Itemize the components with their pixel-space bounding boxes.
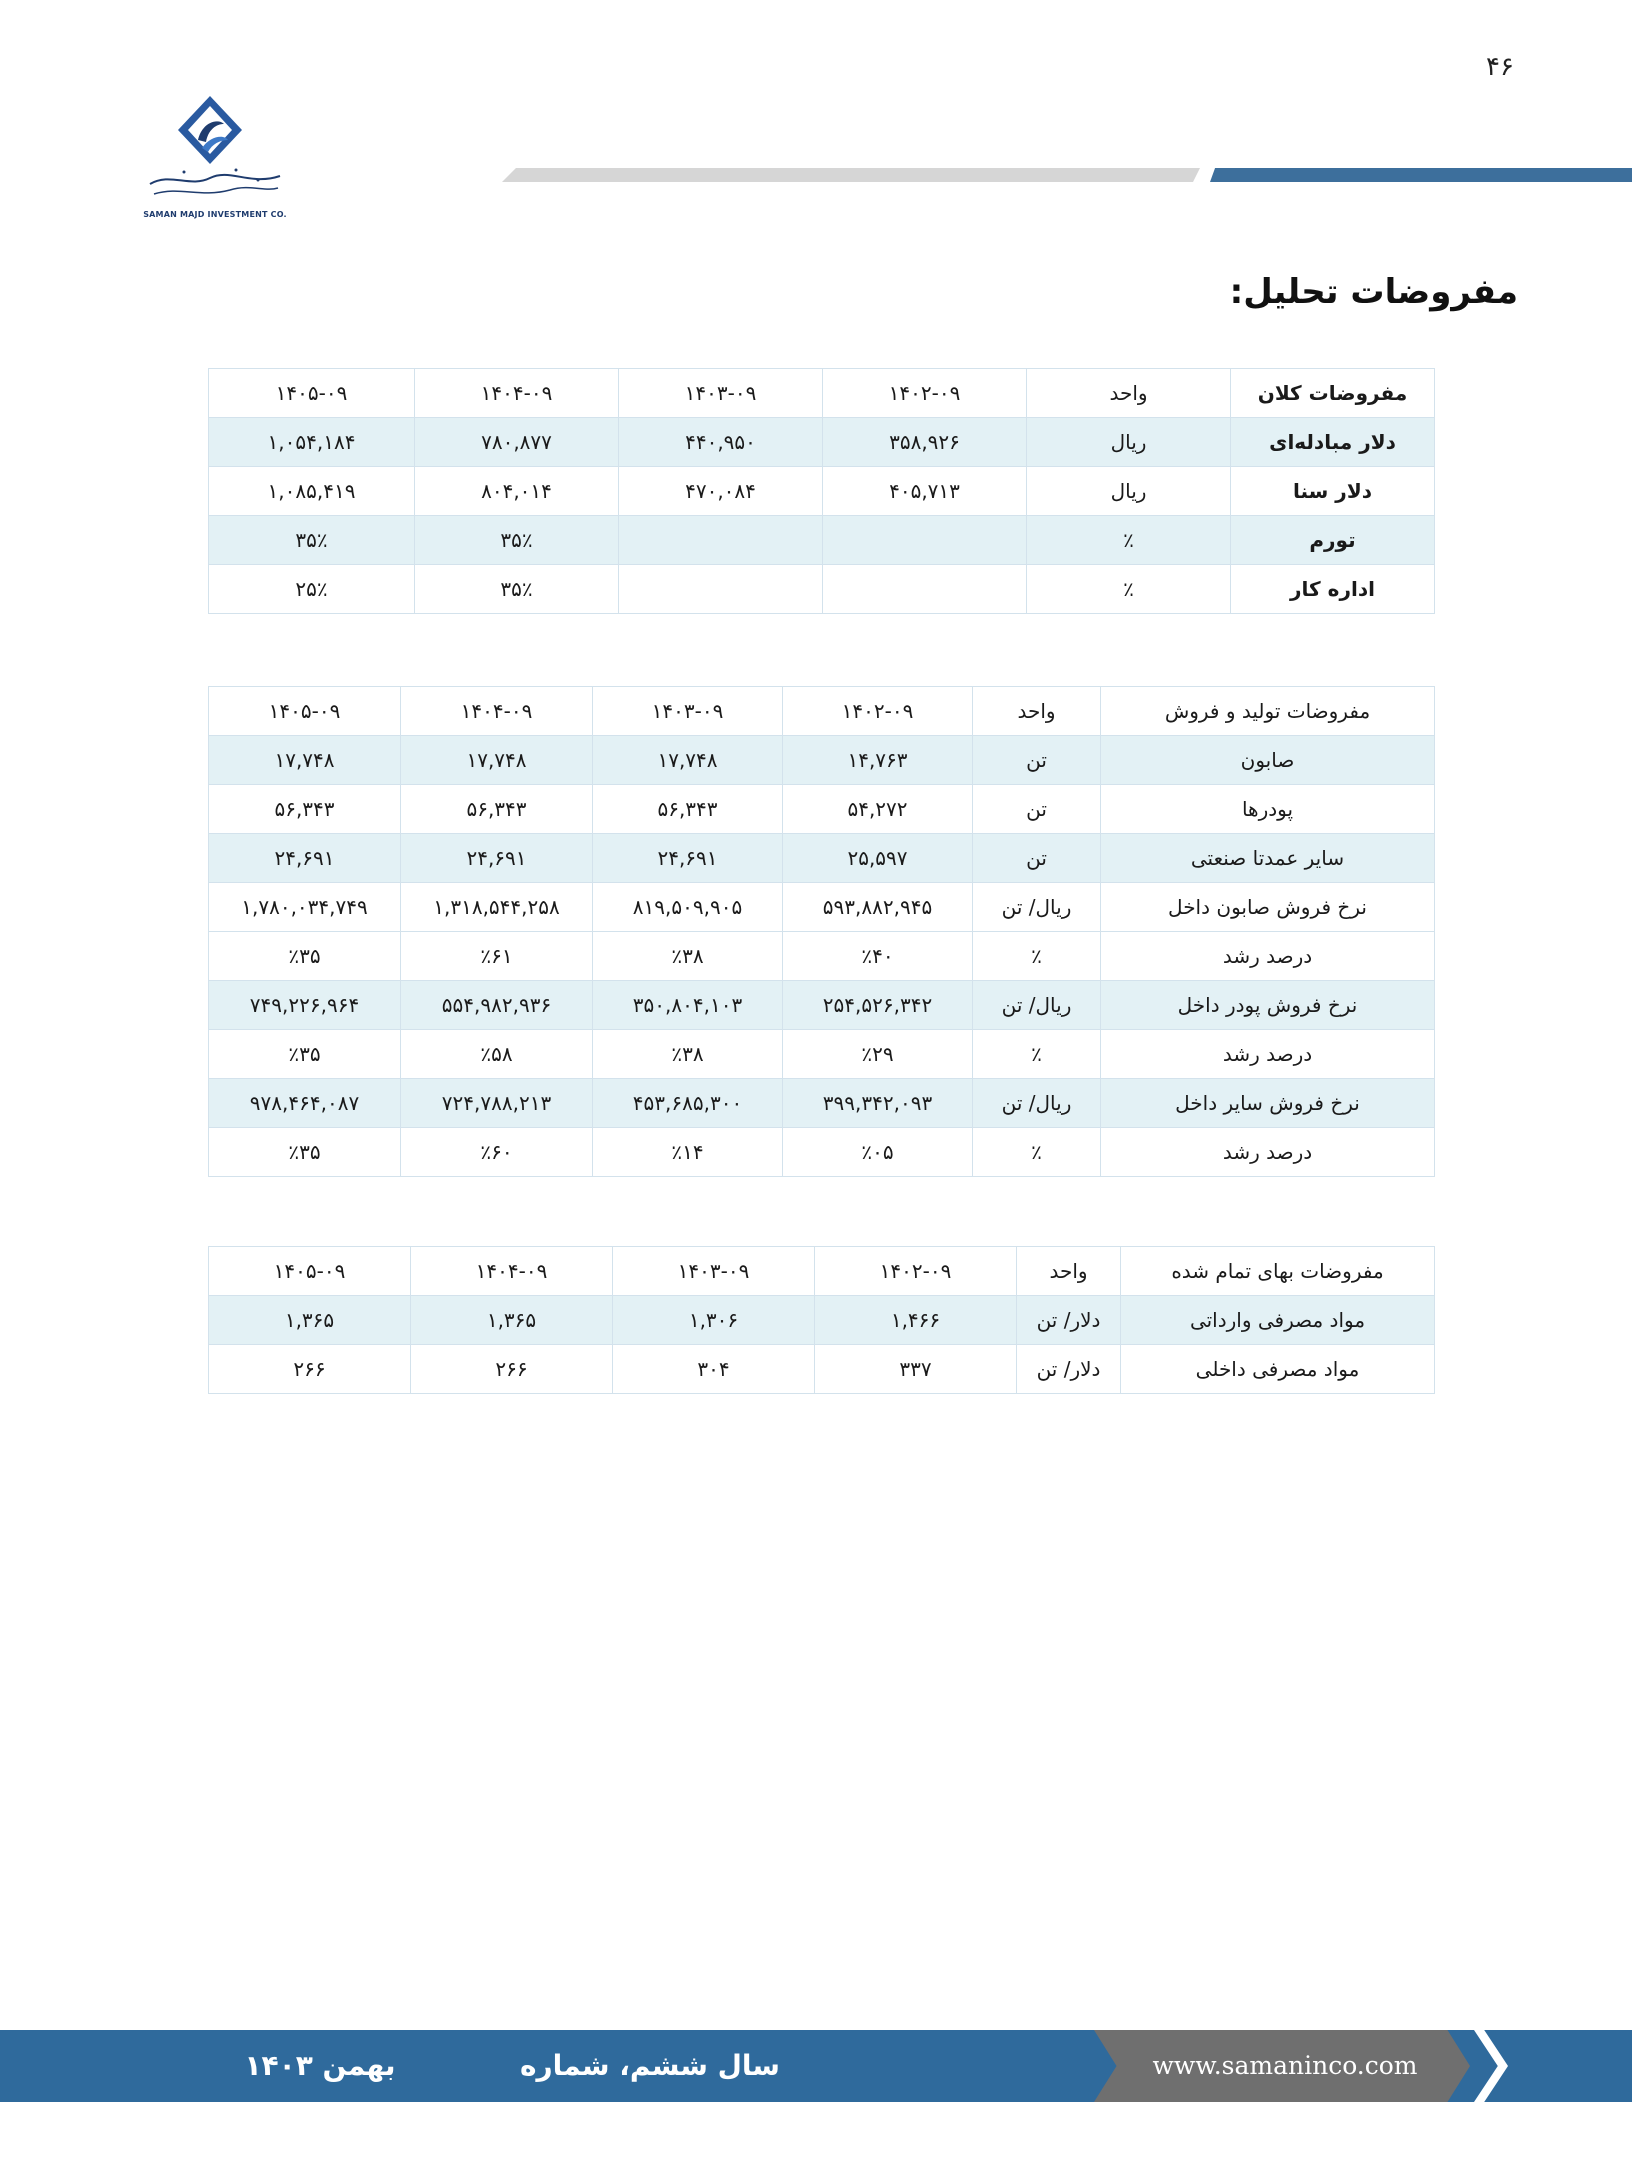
table-cell: ۱۴۰۴-۰۹: [411, 1247, 613, 1296]
table-cell: مفروضات کلان: [1231, 369, 1435, 418]
table-cell: ۳۵۰,۸۰۴,۱۰۳: [593, 981, 783, 1030]
table-cell: ۸۰۴,۰۱۴: [415, 467, 619, 516]
table-cell: ۳۵٪: [209, 516, 415, 565]
table-row: [209, 1345, 1435, 1394]
logo-emblem-icon: [140, 92, 290, 210]
table-cell: ۲۴,۶۹۱: [401, 834, 593, 883]
table-cell: ۸۱۹,۵۰۹,۹۰۵: [593, 883, 783, 932]
table-row: [209, 516, 1435, 565]
footer-website: www.samaninco.com: [1152, 2051, 1418, 2080]
table-row: [209, 1079, 1435, 1128]
table-cell: سایر عمدتا صنعتی: [1101, 834, 1435, 883]
table-cell: ۱۴,۷۶۳: [783, 736, 973, 785]
table-cell: مواد مصرفی داخلی: [1121, 1345, 1435, 1394]
table-cell: تن: [973, 785, 1101, 834]
table-cell: ۱,۰۸۵,۴۱۹: [209, 467, 415, 516]
table-cell: ۱۷,۷۴۸: [209, 736, 401, 785]
table-cell: ۳۰۴: [613, 1345, 815, 1394]
table-cell: مواد مصرفی وارداتی: [1121, 1296, 1435, 1345]
table-cell: ۱۷,۷۴۸: [401, 736, 593, 785]
table-cell: [823, 516, 1027, 565]
table-header-row: [209, 687, 1435, 736]
table-cell: ۵۶,۳۴۳: [209, 785, 401, 834]
section-title: مفروضات تحلیل:: [1229, 272, 1518, 312]
table-cell: واحد: [973, 687, 1101, 736]
chevron-right-icon: [1474, 2030, 1508, 2102]
table-cell: ریال/ تن: [973, 1079, 1101, 1128]
table-cell: ۷۸۰,۸۷۷: [415, 418, 619, 467]
footer-issue: سال ششم، شماره ۱۱: [520, 2049, 780, 2154]
table-cell: ٪۴۰: [783, 932, 973, 981]
table-cell: واحد: [1017, 1247, 1121, 1296]
table-cell: ۳۳۷: [815, 1345, 1017, 1394]
table-cell: ۷۴۹,۲۲۶,۹۶۴: [209, 981, 401, 1030]
table-cell: ۵۹۳,۸۸۲,۹۴۵: [783, 883, 973, 932]
table-row: [209, 418, 1435, 467]
table-row: [209, 565, 1435, 614]
macro-assumptions-table: [208, 368, 1435, 614]
table-cell: درصد رشد: [1101, 1128, 1435, 1177]
company-logo: [140, 92, 290, 227]
table-cell: ریال: [1027, 467, 1231, 516]
table-cell: دلار/ تن: [1017, 1345, 1121, 1394]
table-cell: مفروضات تولید و فروش: [1101, 687, 1435, 736]
table-cell: ۱۴۰۳-۰۹: [613, 1247, 815, 1296]
table-cell: ۱۴۰۲-۰۹: [823, 369, 1027, 418]
table-cell: ٪۳۵: [209, 1030, 401, 1079]
table-cell: ۵۶,۳۴۳: [593, 785, 783, 834]
table-cell: ۴۰۵,۷۱۳: [823, 467, 1027, 516]
table-cell: ۱۴۰۴-۰۹: [415, 369, 619, 418]
table-cell: ۳۹۹,۳۴۲,۰۹۳: [783, 1079, 973, 1128]
table-cell: ٪۳۸: [593, 1030, 783, 1079]
table-cell: درصد رشد: [1101, 1030, 1435, 1079]
table-cell: ۱,۳۱۸,۵۴۴,۲۵۸: [401, 883, 593, 932]
table-cell: تن: [973, 736, 1101, 785]
table-cell: ۲۶۶: [209, 1345, 411, 1394]
footer-date: بهمن ۱۴۰۳: [244, 2049, 396, 2082]
table-cell: نرخ فروش صابون داخل: [1101, 883, 1435, 932]
table-cell: دلار/ تن: [1017, 1296, 1121, 1345]
table-cell: ٪: [1027, 565, 1231, 614]
table-cell: ۲۵٪: [209, 565, 415, 614]
cost-assumptions-table: [208, 1246, 1435, 1394]
table-cell: ٪: [1027, 516, 1231, 565]
table-cell: ۱,۴۶۶: [815, 1296, 1017, 1345]
table-row: [209, 932, 1435, 981]
table-cell: ۳۵٪: [415, 565, 619, 614]
table-cell: صابون: [1101, 736, 1435, 785]
table-cell: ۱۴۰۵-۰۹: [209, 1247, 411, 1296]
table-cell: ۱,۷۸۰,۰۳۴,۷۴۹: [209, 883, 401, 932]
table-cell: ۱,۰۵۴,۱۸۴: [209, 418, 415, 467]
table-cell: ریال: [1027, 418, 1231, 467]
table-cell: ۱۴۰۳-۰۹: [593, 687, 783, 736]
table-cell: ۱۴۰۲-۰۹: [815, 1247, 1017, 1296]
table-row: [209, 1030, 1435, 1079]
table-cell: ۷۲۴,۷۸۸,۲۱۳: [401, 1079, 593, 1128]
table-cell: ۲۵,۵۹۷: [783, 834, 973, 883]
table-cell: نرخ فروش پودر داخل: [1101, 981, 1435, 1030]
table-header-row: [209, 369, 1435, 418]
table-cell: اداره کار: [1231, 565, 1435, 614]
table-cell: ۲۶۶: [411, 1345, 613, 1394]
table-cell: ۱۴۰۲-۰۹: [783, 687, 973, 736]
table-cell: ۵۶,۳۴۳: [401, 785, 593, 834]
table-cell: ۱۷,۷۴۸: [593, 736, 783, 785]
table-cell: ٪۱۴: [593, 1128, 783, 1177]
table-row: [209, 736, 1435, 785]
table-cell: ۴۴۰,۹۵۰: [619, 418, 823, 467]
table-cell: ٪: [973, 1128, 1101, 1177]
table-row: [209, 1128, 1435, 1177]
table-cell: ۲۴,۶۹۱: [593, 834, 783, 883]
table-cell: دلار مبادله‌ای: [1231, 418, 1435, 467]
table-row: [209, 1296, 1435, 1345]
table-cell: تورم: [1231, 516, 1435, 565]
table-cell: ٪۶۱: [401, 932, 593, 981]
table-cell: ٪۳۸: [593, 932, 783, 981]
table-cell: ٪۵۸: [401, 1030, 593, 1079]
table-cell: ۹۷۸,۴۶۴,۰۸۷: [209, 1079, 401, 1128]
table-cell: ٪۳۵: [209, 1128, 401, 1177]
table-cell: ۲۴,۶۹۱: [209, 834, 401, 883]
table-cell: درصد رشد: [1101, 932, 1435, 981]
table-cell: ٪۲۹: [783, 1030, 973, 1079]
table-cell: ۴۵۳,۶۸۵,۳۰۰: [593, 1079, 783, 1128]
table-cell: ۱۴۰۳-۰۹: [619, 369, 823, 418]
page-footer: [0, 2030, 1632, 2154]
page-number: ۴۶: [1486, 52, 1514, 82]
table-row: [209, 981, 1435, 1030]
table-cell: ۳۵٪: [415, 516, 619, 565]
table-cell: ٪۶۰: [401, 1128, 593, 1177]
table-cell: ۱,۳۶۵: [209, 1296, 411, 1345]
header-bar-blue: [1210, 168, 1632, 182]
table-cell: ۱۴۰۵-۰۹: [209, 687, 401, 736]
table-cell: پودرها: [1101, 785, 1435, 834]
table-cell: واحد: [1027, 369, 1231, 418]
table-cell: ۵۵۴,۹۸۲,۹۳۶: [401, 981, 593, 1030]
table-cell: ۴۷۰,۰۸۴: [619, 467, 823, 516]
table-header-row: [209, 1247, 1435, 1296]
table-cell: ۱,۳۶۵: [411, 1296, 613, 1345]
table-cell: ٪۳۵: [209, 932, 401, 981]
table-cell: [823, 565, 1027, 614]
table-cell: مفروضات بهای تمام شده: [1121, 1247, 1435, 1296]
table-cell: [619, 516, 823, 565]
table-cell: تن: [973, 834, 1101, 883]
table-cell: ۲۵۴,۵۲۶,۳۴۲: [783, 981, 973, 1030]
table-cell: دلار سنا: [1231, 467, 1435, 516]
table-row: [209, 467, 1435, 516]
table-row: [209, 834, 1435, 883]
table-cell: ۱۴۰۴-۰۹: [401, 687, 593, 736]
table-row: [209, 883, 1435, 932]
table-cell: ٪: [973, 932, 1101, 981]
table-cell: ٪: [973, 1030, 1101, 1079]
table-cell: ٪۰۵: [783, 1128, 973, 1177]
table-cell: ۵۴,۲۷۲: [783, 785, 973, 834]
table-cell: نرخ فروش سایر داخل: [1101, 1079, 1435, 1128]
table-cell: ۱,۳۰۶: [613, 1296, 815, 1345]
header-bar-gray: [502, 168, 1200, 182]
production-assumptions-table: [208, 686, 1435, 1177]
table-cell: [619, 565, 823, 614]
table-cell: ریال/ تن: [973, 981, 1101, 1030]
table-row: [209, 785, 1435, 834]
table-cell: ریال/ تن: [973, 883, 1101, 932]
table-cell: ۱۴۰۵-۰۹: [209, 369, 415, 418]
table-cell: ۳۵۸,۹۲۶: [823, 418, 1027, 467]
company-name-en: SAMAN MAJD INVESTMENT CO.: [143, 210, 287, 219]
